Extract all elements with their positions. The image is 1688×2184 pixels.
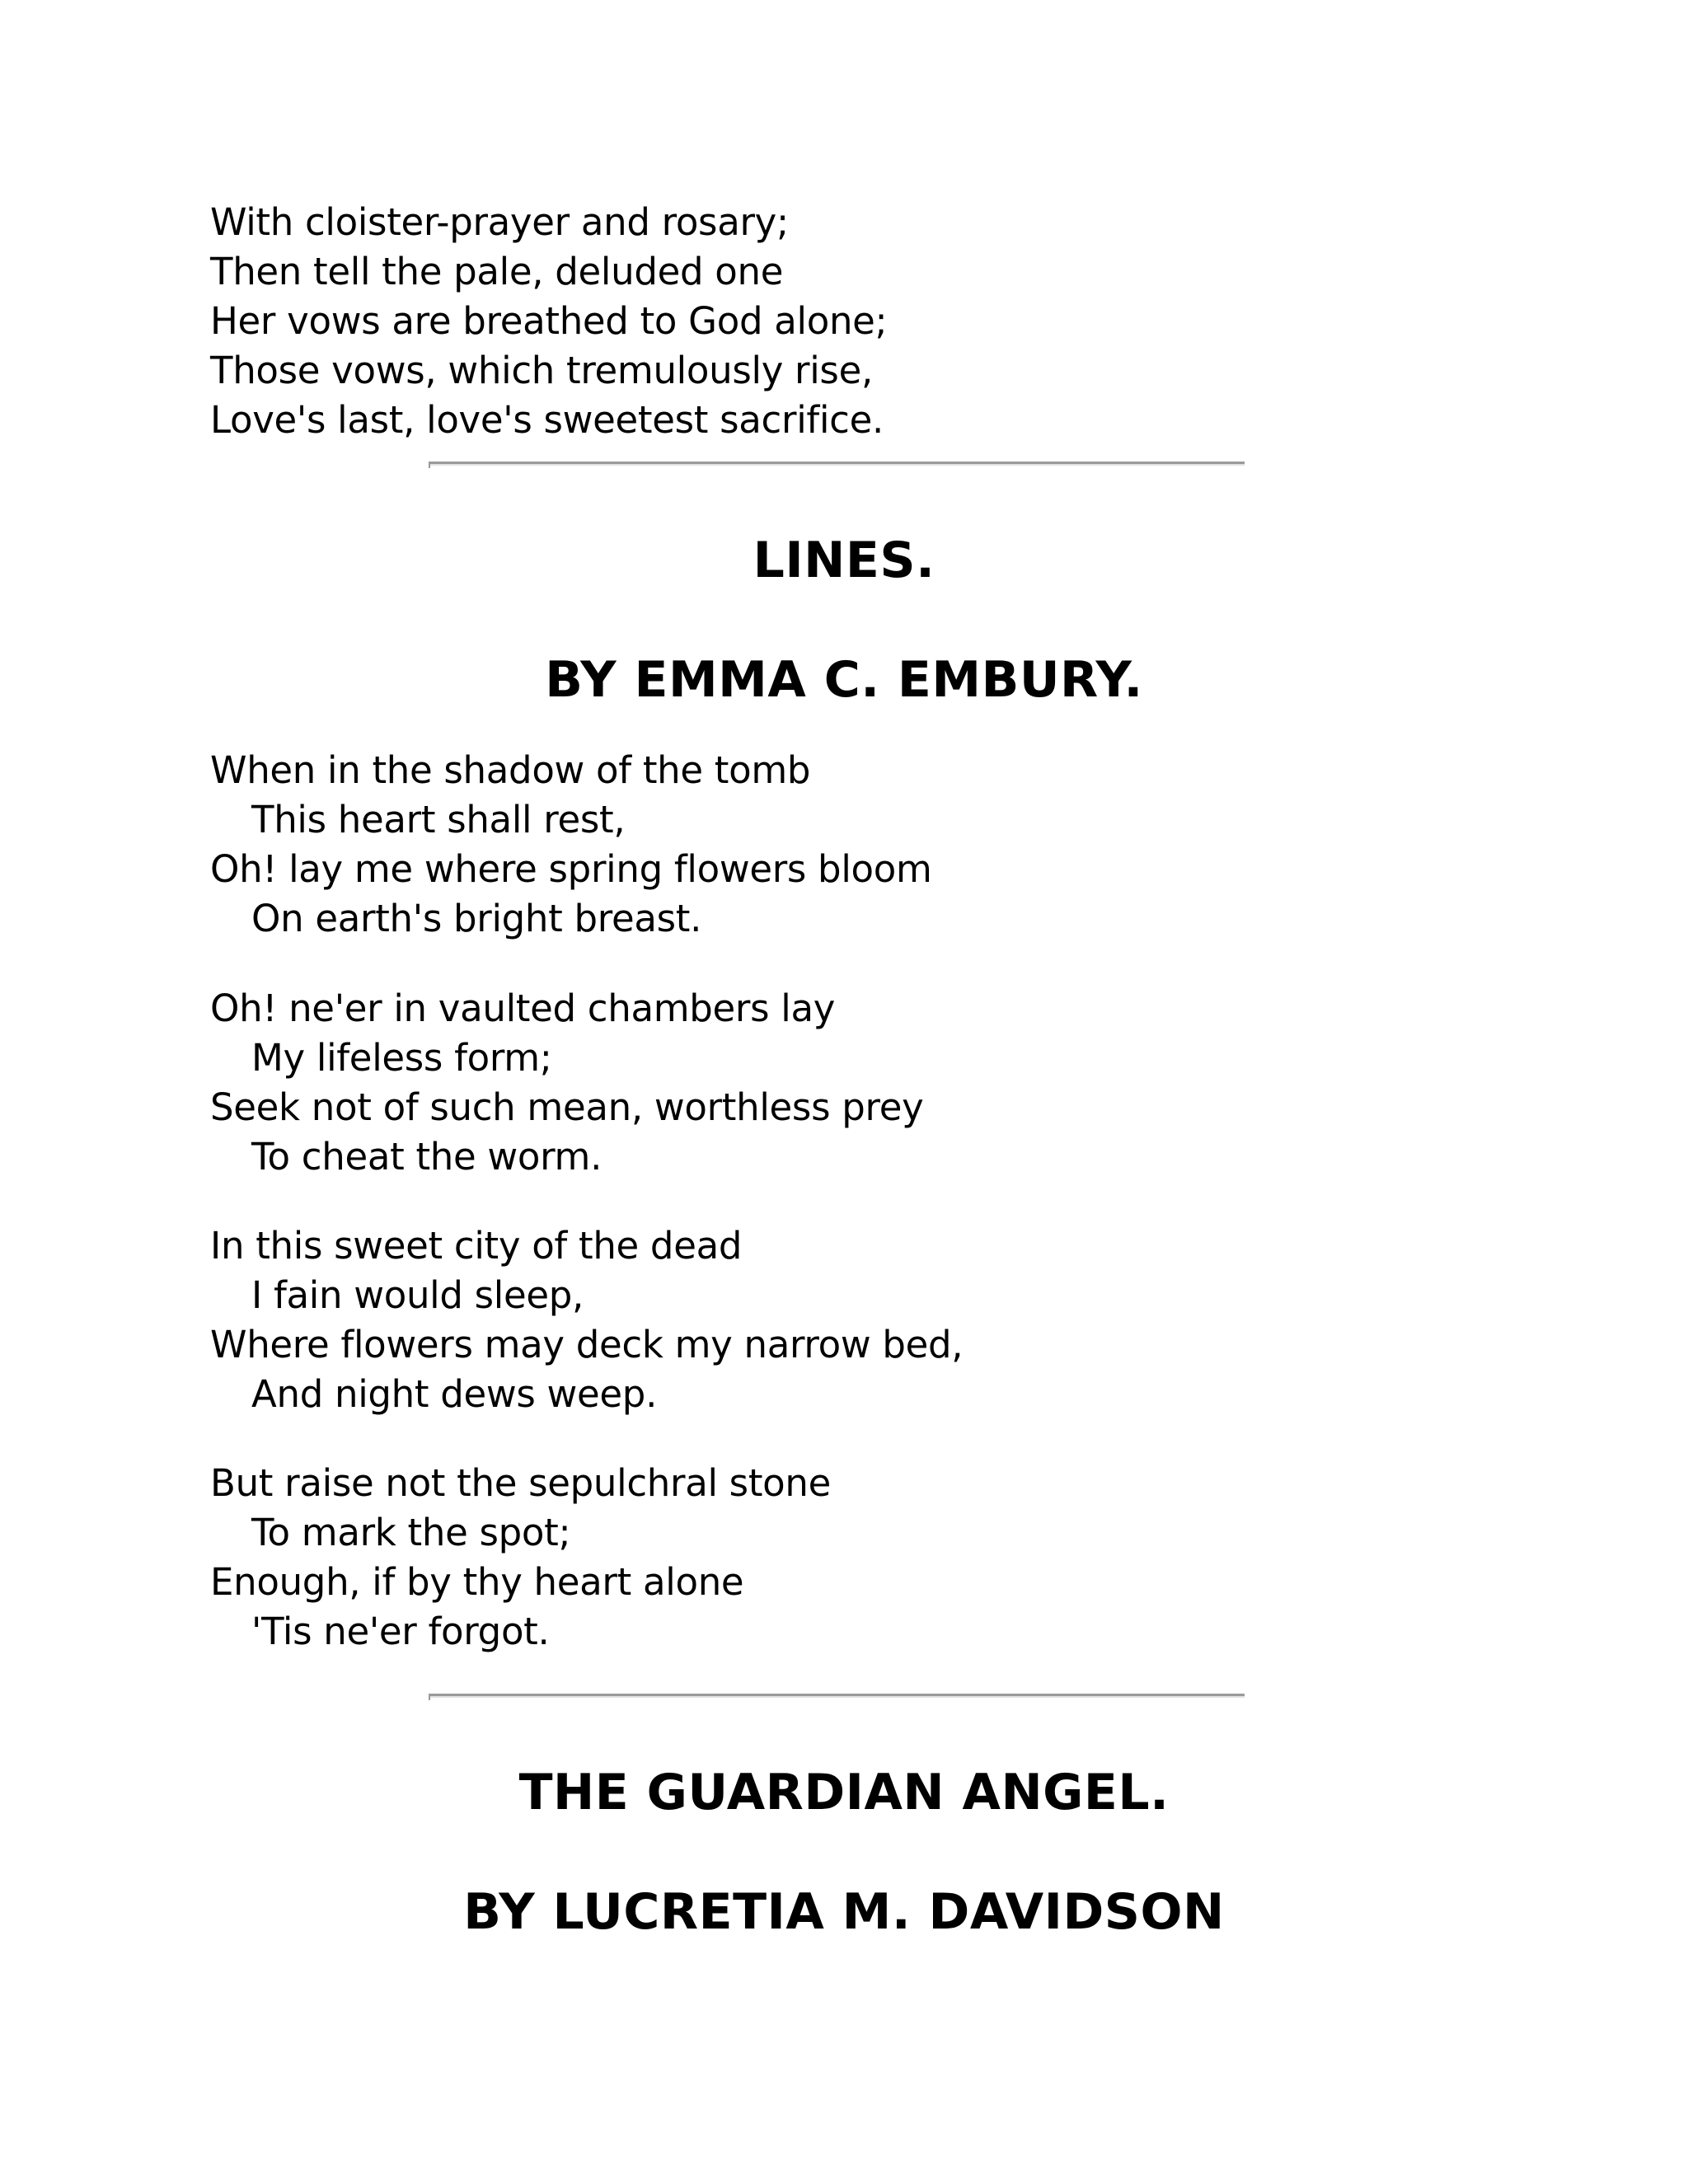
stanza — [210, 984, 1447, 1182]
verse-line: Love's last, love's sweetest sacrifice. — [210, 398, 884, 442]
verse-line-indented: And night dews weep. — [251, 1372, 658, 1416]
stanza — [210, 1459, 1447, 1657]
verse-line: Seek not of such mean, worthless prey — [210, 1085, 924, 1129]
verse-line: In this sweet city of the dead — [210, 1224, 743, 1268]
verse-line-indented: To cheat the worm. — [251, 1135, 603, 1179]
verse-line-indented: On earth's bright breast. — [251, 897, 702, 940]
verse-line: Then tell the pale, deluded one — [210, 250, 784, 293]
verse-line: But raise not the sepulchral stone — [210, 1461, 831, 1505]
verse-line-indented: To mark the spot; — [251, 1511, 571, 1554]
stanza — [210, 1221, 1447, 1419]
verse-line: Her vows are breathed to God alone; — [210, 299, 888, 343]
poem-title: LINES. — [753, 532, 935, 589]
verse-line: Enough, if by thy heart alone — [210, 1560, 744, 1604]
verse-line-indented: I fain would sleep, — [251, 1273, 584, 1317]
verse-line-indented: My lifeless form; — [251, 1036, 552, 1080]
opening-stanza — [210, 198, 1447, 445]
verse-line: When in the shadow of the tomb — [210, 748, 811, 792]
poem-author: BY LUCRETIA M. DAVIDSON — [463, 1883, 1225, 1941]
verse-line: Oh! lay me where spring flowers bloom — [210, 847, 932, 891]
stanza — [210, 746, 1447, 944]
verse-line-indented: 'Tis ne'er forgot. — [251, 1610, 550, 1653]
verse-line: Where flowers may deck my narrow bed, — [210, 1323, 964, 1366]
poem-title: THE GUARDIAN ANGEL. — [518, 1764, 1170, 1821]
section-divider — [429, 462, 1245, 466]
poem-author: BY EMMA C. EMBURY. — [545, 651, 1143, 709]
section-divider — [429, 1694, 1245, 1698]
verse-line: With cloister-prayer and rosary; — [210, 200, 789, 244]
verse-line: Those vows, which tremulously rise, — [210, 349, 873, 392]
verse-line: Oh! ne'er in vaulted chambers lay — [210, 987, 836, 1030]
verse-line-indented: This heart shall rest, — [251, 798, 626, 841]
